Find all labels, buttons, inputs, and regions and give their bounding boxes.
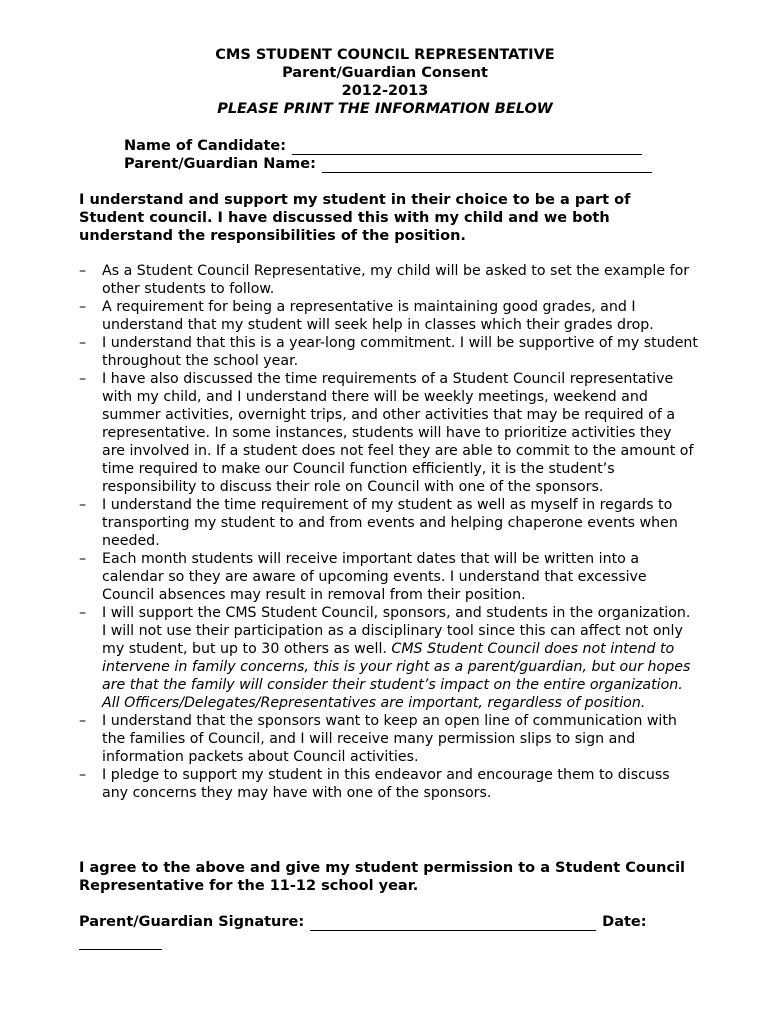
bullet-dash: – (79, 767, 87, 783)
print-instruction: PLEASE PRINT THE INFORMATION BELOW (217, 101, 553, 117)
bullet-dash: – (79, 551, 87, 567)
list-item: – I understand that the sponsors want to keep an open line of communication with the families of Council, and I will receive many permission slips to sign and information packets about Council activities. (79, 713, 677, 765)
list-item: – I will support the CMS Student Council, sponsors, and students in the organization. I will not use their participation as a disciplinary tool since this can affect not only my student, but up to 30 others as well. CMS Student Council does not intend to intervene in family concerns, this is your right as a parent/guardian, but our hopes are that the family will consider their student’s impact on the entire organization. All Officers/Delegates/Representatives are important, regardless of position. (79, 605, 691, 711)
signature-label: Parent/Guardian Signature: (79, 914, 305, 930)
list-item: – As a Student Council Representative, my child will be asked to set the example for other students to follow. (79, 263, 690, 297)
responsibilities-list (79, 262, 699, 802)
parent-name-blank[interactable] (322, 158, 652, 173)
list-item: – I understand the time requirement of my student as well as myself in regards to transporting my student to and from events and helping chaperone events when needed. (79, 497, 678, 549)
candidate-name-blank[interactable] (292, 140, 642, 155)
list-item: – I pledge to support my student in this endeavor and encourage them to discuss any concerns they may have with one of the sponsors. (79, 767, 670, 801)
list-item: – Each month students will receive important dates that will be written into a calendar so they are aware of upcoming events. I understand that excessive Council absences may result in removal from their position. (79, 551, 647, 603)
parent-name-label: Parent/Guardian Name: (124, 156, 316, 172)
bullet-dash: – (79, 713, 87, 729)
date-blank[interactable] (79, 931, 162, 950)
candidate-name-row (124, 137, 652, 155)
bullet-dash: – (79, 371, 87, 387)
school-year: 2012-2013 (341, 83, 429, 99)
bullet-dash: – (79, 605, 87, 621)
parent-name-row (124, 155, 652, 173)
council-policy-note: CMS Student Council does not intend to intervene in family concerns, this is your right as a parent/guardian, but our hopes are that the family will consider their student’s impact on the entire organization. All Officers/Delegates/Representatives are important, regardless of position. (102, 641, 691, 711)
name-fields (124, 137, 652, 173)
signature-section (79, 913, 699, 950)
bullet-dash: – (79, 263, 87, 279)
intro-statement: I understand and support my student in their choice to be a part of Student council. I have discussed this with my child and we both understand the responsibilities of the position. (79, 192, 631, 244)
bullet-dash: – (79, 497, 87, 513)
form-header (0, 46, 770, 118)
form-subtitle: Parent/Guardian Consent (282, 65, 488, 81)
list-item: – A requirement for being a representative is maintaining good grades, and I understand that my student will seek help in classes which their grades drop. (79, 299, 654, 333)
bullet-dash: – (79, 299, 87, 315)
form-title: CMS STUDENT COUNCIL REPRESENTATIVE (215, 47, 555, 63)
list-item: – I understand that this is a year-long commitment. I will be supportive of my student throughout the school year. (79, 335, 698, 369)
agreement-statement: I agree to the above and give my student permission to a Student Council Representative for the 11-12 school year. (79, 860, 686, 894)
bullet-dash: – (79, 335, 87, 351)
signature-row (79, 913, 699, 931)
date-label: Date: (602, 914, 647, 930)
signature-blank[interactable] (310, 916, 596, 931)
candidate-name-label: Name of Candidate: (124, 138, 287, 154)
list-item: – I have also discussed the time requirements of a Student Council representative with my child, and I understand there will be weekly meetings, weekend and summer activities, overnight trips, and other activities that may be required of a representative. In some instances, students will have to prioritize activities they are involved in. If a student does not feel they are able to commit to the amount of time required to make our Council function efficiently, it is the student’s responsibility to discuss their role on Council with one of the sponsors. (79, 371, 694, 495)
